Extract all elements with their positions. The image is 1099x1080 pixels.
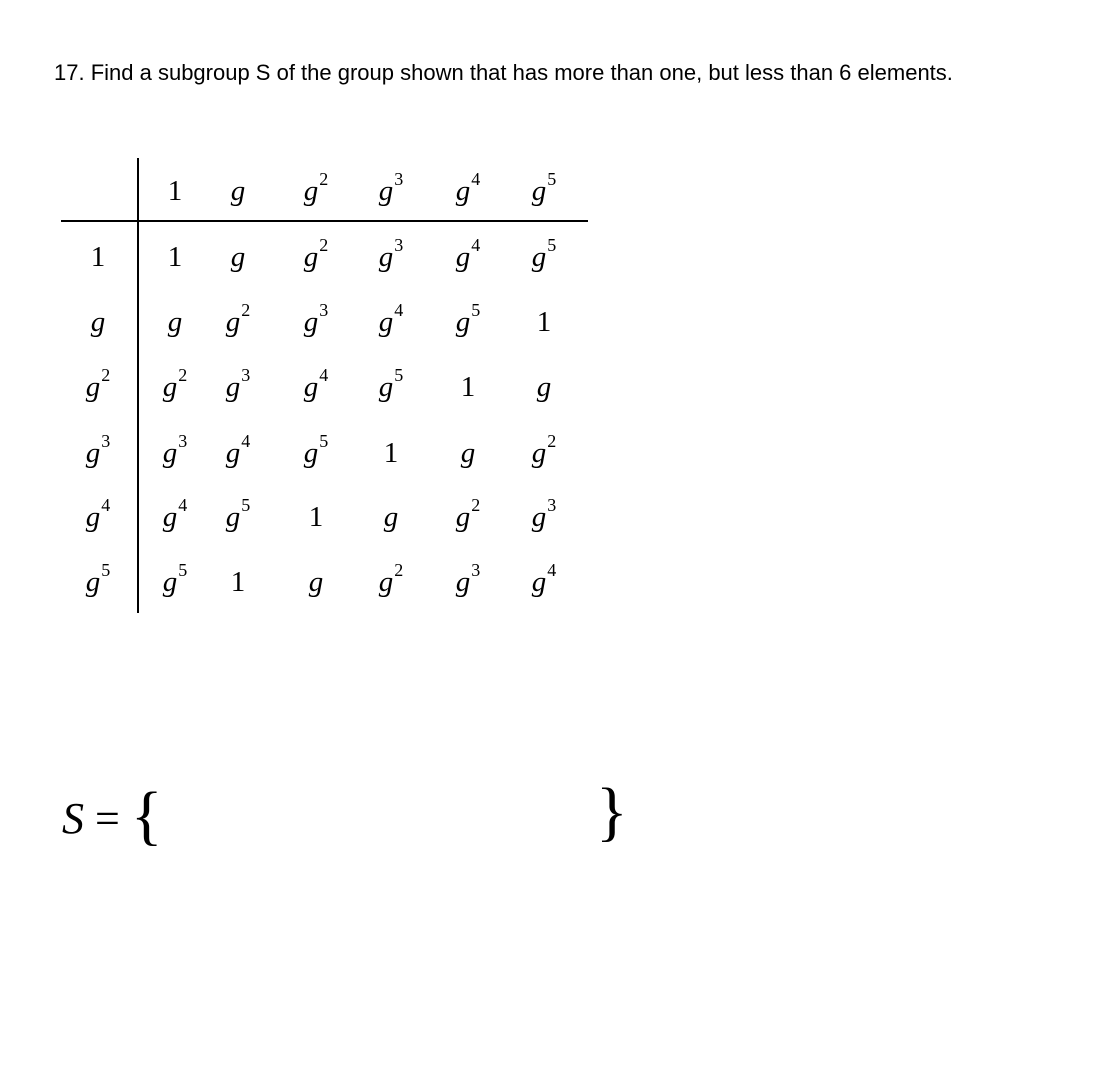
answer-symbol: S: [62, 794, 84, 843]
answer-close-brace: }: [596, 775, 628, 848]
answer-line: [62, 779, 163, 852]
table-cell: $g^5$: [378, 365, 404, 403]
table-cell: $g^5$: [455, 300, 481, 338]
table-cell: $g^4$: [378, 300, 404, 338]
table-cell: $g^2$: [378, 560, 404, 598]
table-cell: 1: [230, 566, 246, 598]
table-cell: $g^3$: [455, 560, 481, 598]
table-cell: 1: [383, 437, 399, 469]
table-cell: g: [383, 501, 399, 533]
table-cell: $g^3$: [162, 431, 188, 469]
table-cell: $g^2$: [225, 300, 251, 338]
answer-equals: =: [95, 794, 120, 843]
table-cell: $g^2$: [303, 235, 329, 273]
table-cell: $g^5$: [225, 495, 251, 533]
table-header-cell: $g^5$: [531, 169, 557, 207]
table-cell: 1: [308, 501, 324, 533]
table-row-label: $g^3$: [85, 431, 111, 469]
table-cell: g: [167, 306, 183, 338]
table-cell: $g^2$: [455, 495, 481, 533]
table-row-label: 1: [90, 241, 106, 273]
table-cell: $g^4$: [531, 560, 557, 598]
table-cell: g: [308, 566, 324, 598]
question-text: 17. Find a subgroup S of the group shown that has more than one, but less than 6 elements.: [54, 60, 953, 85]
table-header-cell: $g^3$: [378, 169, 404, 207]
table-cell: $g^3$: [303, 300, 329, 338]
table-header-cell: 1: [167, 175, 183, 207]
answer-open-brace: {: [130, 779, 163, 852]
table-cell: $g^3$: [378, 235, 404, 273]
table-row-label: g: [90, 306, 106, 338]
table-header-cell: $g^4$: [455, 169, 481, 207]
table-cell: 1: [460, 371, 476, 403]
table-cell: $g^4$: [162, 495, 188, 533]
table-cell: $g^3$: [225, 365, 251, 403]
table-cell: g: [536, 371, 552, 403]
table-header-cell: $g^2$: [303, 169, 329, 207]
table-cell: $g^2$: [531, 431, 557, 469]
table-cell: $g^4$: [455, 235, 481, 273]
table-row-label: $g^5$: [85, 560, 111, 598]
table-cell: $g^5$: [162, 560, 188, 598]
table-cell: g: [460, 437, 476, 469]
table-cell: $g^2$: [162, 365, 188, 403]
table-cell: 1: [167, 241, 183, 273]
table-cell: $g^4$: [225, 431, 251, 469]
table-cell: $g^5$: [531, 235, 557, 273]
table-cell: $g^4$: [303, 365, 329, 403]
table-cell: $g^3$: [531, 495, 557, 533]
table-cell: g: [230, 241, 246, 273]
table-header-cell: g: [230, 175, 246, 207]
table-row-label: $g^2$: [85, 365, 111, 403]
table-header-divider: [61, 220, 588, 222]
table-row-label: $g^4$: [85, 495, 111, 533]
table-cell: 1: [536, 306, 552, 338]
table-cell: $g^5$: [303, 431, 329, 469]
